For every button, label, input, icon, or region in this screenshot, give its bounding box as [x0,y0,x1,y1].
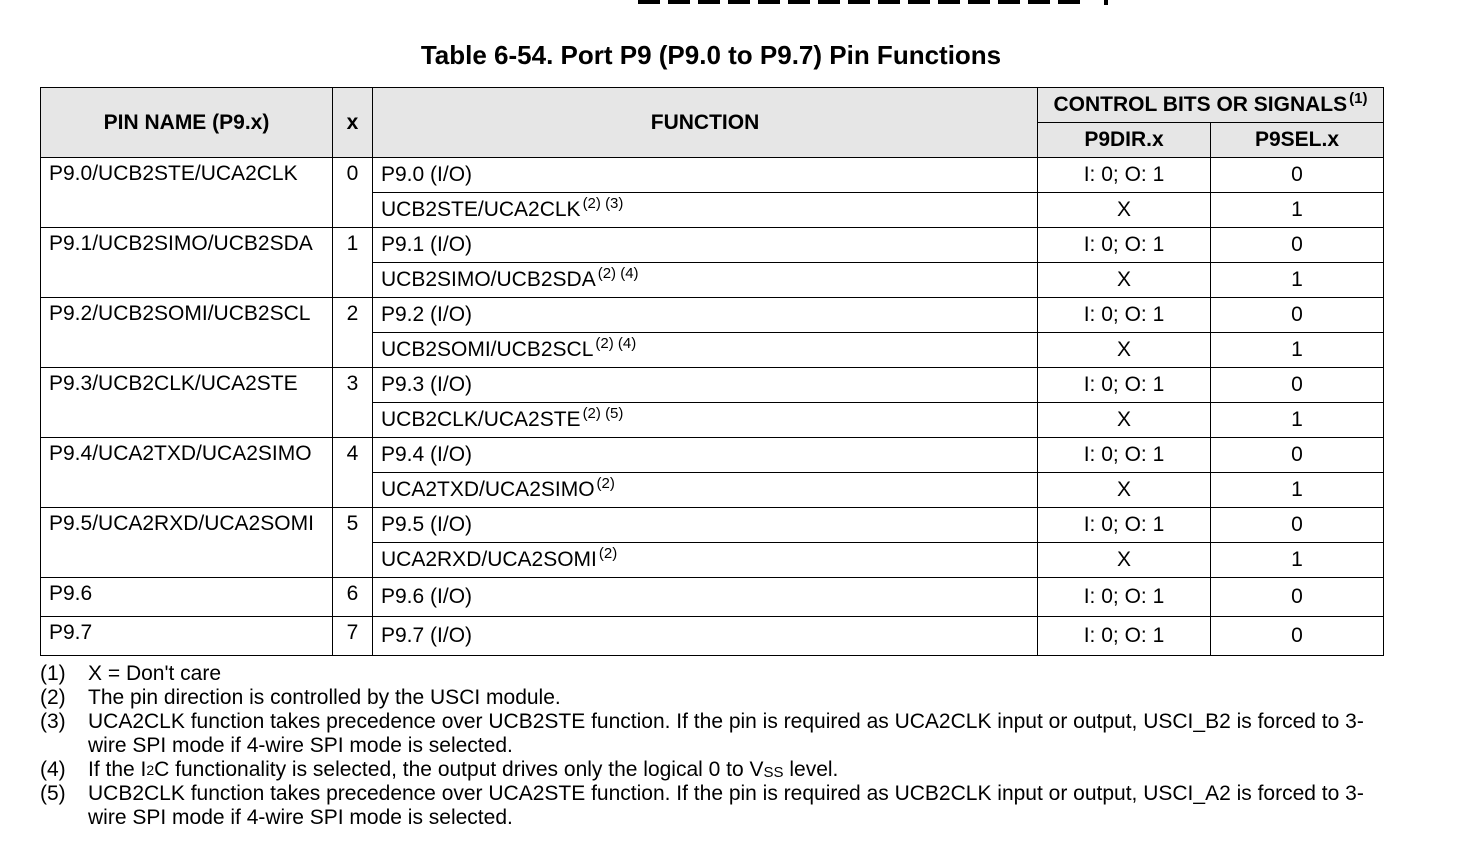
footnote [40,662,1388,686]
function-label: UCB2STE/UCA2CLK [381,198,581,221]
header-x: x [333,88,373,158]
dir-cell: X [1038,193,1211,228]
function-cell [373,263,1038,298]
superscript: 2 [146,762,155,778]
function-cell: P9.4 (I/O) [373,438,1038,473]
dir-cell: I: 0; O: 1 [1038,617,1211,656]
sel-cell: 0 [1211,158,1384,193]
pin-x-cell: 6 [333,578,373,617]
function-cell: P9.3 (I/O) [373,368,1038,403]
function-cell [373,193,1038,228]
header-row [41,88,1384,123]
footnote-number: (5) [40,782,66,805]
sel-cell: 1 [1211,193,1384,228]
footnote-text: The pin direction is controlled by the USCI module. [88,686,561,709]
footnotes [40,662,1388,830]
footnote-text: UCB2CLK function takes precedence over UCA2STE function. If the pin is required as UCB2CLK input or output, USCI_A2 is forced to 3-wire SPI mode if 4-wire SPI mode is selected. [88,782,1364,829]
pin-name-cell: P9.3/UCB2CLK/UCA2STE [41,368,333,438]
dir-cell: I: 0; O: 1 [1038,158,1211,193]
header-sel: P9SEL.x [1211,123,1384,158]
function-label: UCB2SIMO/UCB2SDA [381,268,596,291]
dir-cell: X [1038,333,1211,368]
footnote-ref: (2) [598,545,618,562]
header-control-bits [1038,88,1384,123]
footnote-number: (4) [40,758,66,781]
footnote-text: UCA2CLK function takes precedence over UCB2STE function. If the pin is required as UCA2CLK input or output, USCI_B2 is forced to 3-wire SPI mode if 4-wire SPI mode is selected. [88,710,1364,757]
footnote [40,782,1388,830]
subscript: SS [763,764,784,781]
footnote-number: (1) [40,662,66,685]
function-cell: P9.7 (I/O) [373,617,1038,656]
dir-cell: I: 0; O: 1 [1038,228,1211,263]
pin-name-cell: P9.0/UCB2STE/UCA2CLK [41,158,333,228]
pin-x-cell: 5 [333,508,373,578]
function-label: UCB2CLK/UCA2STE [381,408,581,431]
table-row [41,228,1384,263]
dashed-rule-decoration [638,0,1108,5]
pin-x-cell: 3 [333,368,373,438]
dir-cell: X [1038,403,1211,438]
function-cell: P9.5 (I/O) [373,508,1038,543]
sel-cell: 1 [1211,403,1384,438]
function-label: UCA2RXD/UCA2SOMI [381,548,597,571]
sel-cell: 1 [1211,473,1384,508]
table-row [41,438,1384,473]
table-title: Table 6-54. Port P9 (P9.0 to P9.7) Pin Functions [420,40,1002,70]
pin-x-cell: 7 [333,617,373,656]
footnote-ref: (2) [596,475,615,492]
footnote-ref: (2) (5) [582,405,624,422]
header-control-footnote-ref: (1) [1349,90,1368,107]
footnote-text [88,758,1388,782]
function-cell [373,403,1038,438]
footnote [40,710,1388,758]
header-pin-name: PIN NAME (P9.x) [41,88,333,158]
pin-name-cell: P9.5/UCA2RXD/UCA2SOMI [41,508,333,578]
pin-x-cell: 0 [333,158,373,228]
table-row [41,508,1384,543]
dir-cell: I: 0; O: 1 [1038,578,1211,617]
sel-cell: 1 [1211,263,1384,298]
dir-cell: I: 0; O: 1 [1038,368,1211,403]
function-cell: P9.0 (I/O) [373,158,1038,193]
function-cell [373,333,1038,368]
pin-x-cell: 4 [333,438,373,508]
sel-cell: 0 [1211,508,1384,543]
sel-cell: 0 [1211,578,1384,617]
footnote-ref: (2) (4) [597,265,639,282]
header-function: FUNCTION [373,88,1038,158]
sel-cell: 0 [1211,298,1384,333]
footnote-text: X = Don't care [88,662,221,685]
pin-x-cell: 2 [333,298,373,368]
header-dir: P9DIR.x [1038,123,1211,158]
footnote-number: (2) [40,686,66,709]
function-label: UCB2SOMI/UCB2SCL [381,338,594,361]
sel-cell: 0 [1211,617,1384,656]
footnote-text-part: If the I [88,758,147,781]
footnote-number: (3) [40,710,66,733]
sel-cell: 1 [1211,543,1384,578]
footnote-ref: (2) (4) [595,335,637,352]
pin-name-cell: P9.1/UCB2SIMO/UCB2SDA [41,228,333,298]
dir-cell: X [1038,473,1211,508]
pin-name-cell: P9.2/UCB2SOMI/UCB2SCL [41,298,333,368]
dir-cell: X [1038,543,1211,578]
sel-cell: 0 [1211,228,1384,263]
table-row [41,368,1384,403]
function-label: UCA2TXD/UCA2SIMO [381,478,595,501]
footnote-text-part: level. [783,758,839,781]
pin-name-cell: P9.7 [41,617,333,656]
dir-cell: I: 0; O: 1 [1038,438,1211,473]
function-cell: P9.1 (I/O) [373,228,1038,263]
dashed-rule-end [1104,0,1108,5]
footnote-text-part: C functionality is selected, the output drives only the logical 0 to V [154,758,764,781]
footnote [40,758,1388,782]
sel-cell: 0 [1211,438,1384,473]
pin-functions-table [40,87,1384,656]
footnote-ref: (2) (3) [582,195,624,212]
table-row [41,158,1384,193]
sel-cell: 0 [1211,368,1384,403]
table-row [41,298,1384,333]
dir-cell: I: 0; O: 1 [1038,298,1211,333]
pin-name-cell: P9.4/UCA2TXD/UCA2SIMO [41,438,333,508]
pin-name-cell: P9.6 [41,578,333,617]
table-row [41,617,1384,656]
function-cell [373,473,1038,508]
function-cell: P9.6 (I/O) [373,578,1038,617]
dir-cell: X [1038,263,1211,298]
function-cell [373,543,1038,578]
table-row [41,578,1384,617]
sel-cell: 1 [1211,333,1384,368]
pin-x-cell: 1 [333,228,373,298]
footnote [40,686,1388,710]
header-control-label: CONTROL BITS OR SIGNALS [1053,93,1348,116]
dir-cell: I: 0; O: 1 [1038,508,1211,543]
function-cell: P9.2 (I/O) [373,298,1038,333]
